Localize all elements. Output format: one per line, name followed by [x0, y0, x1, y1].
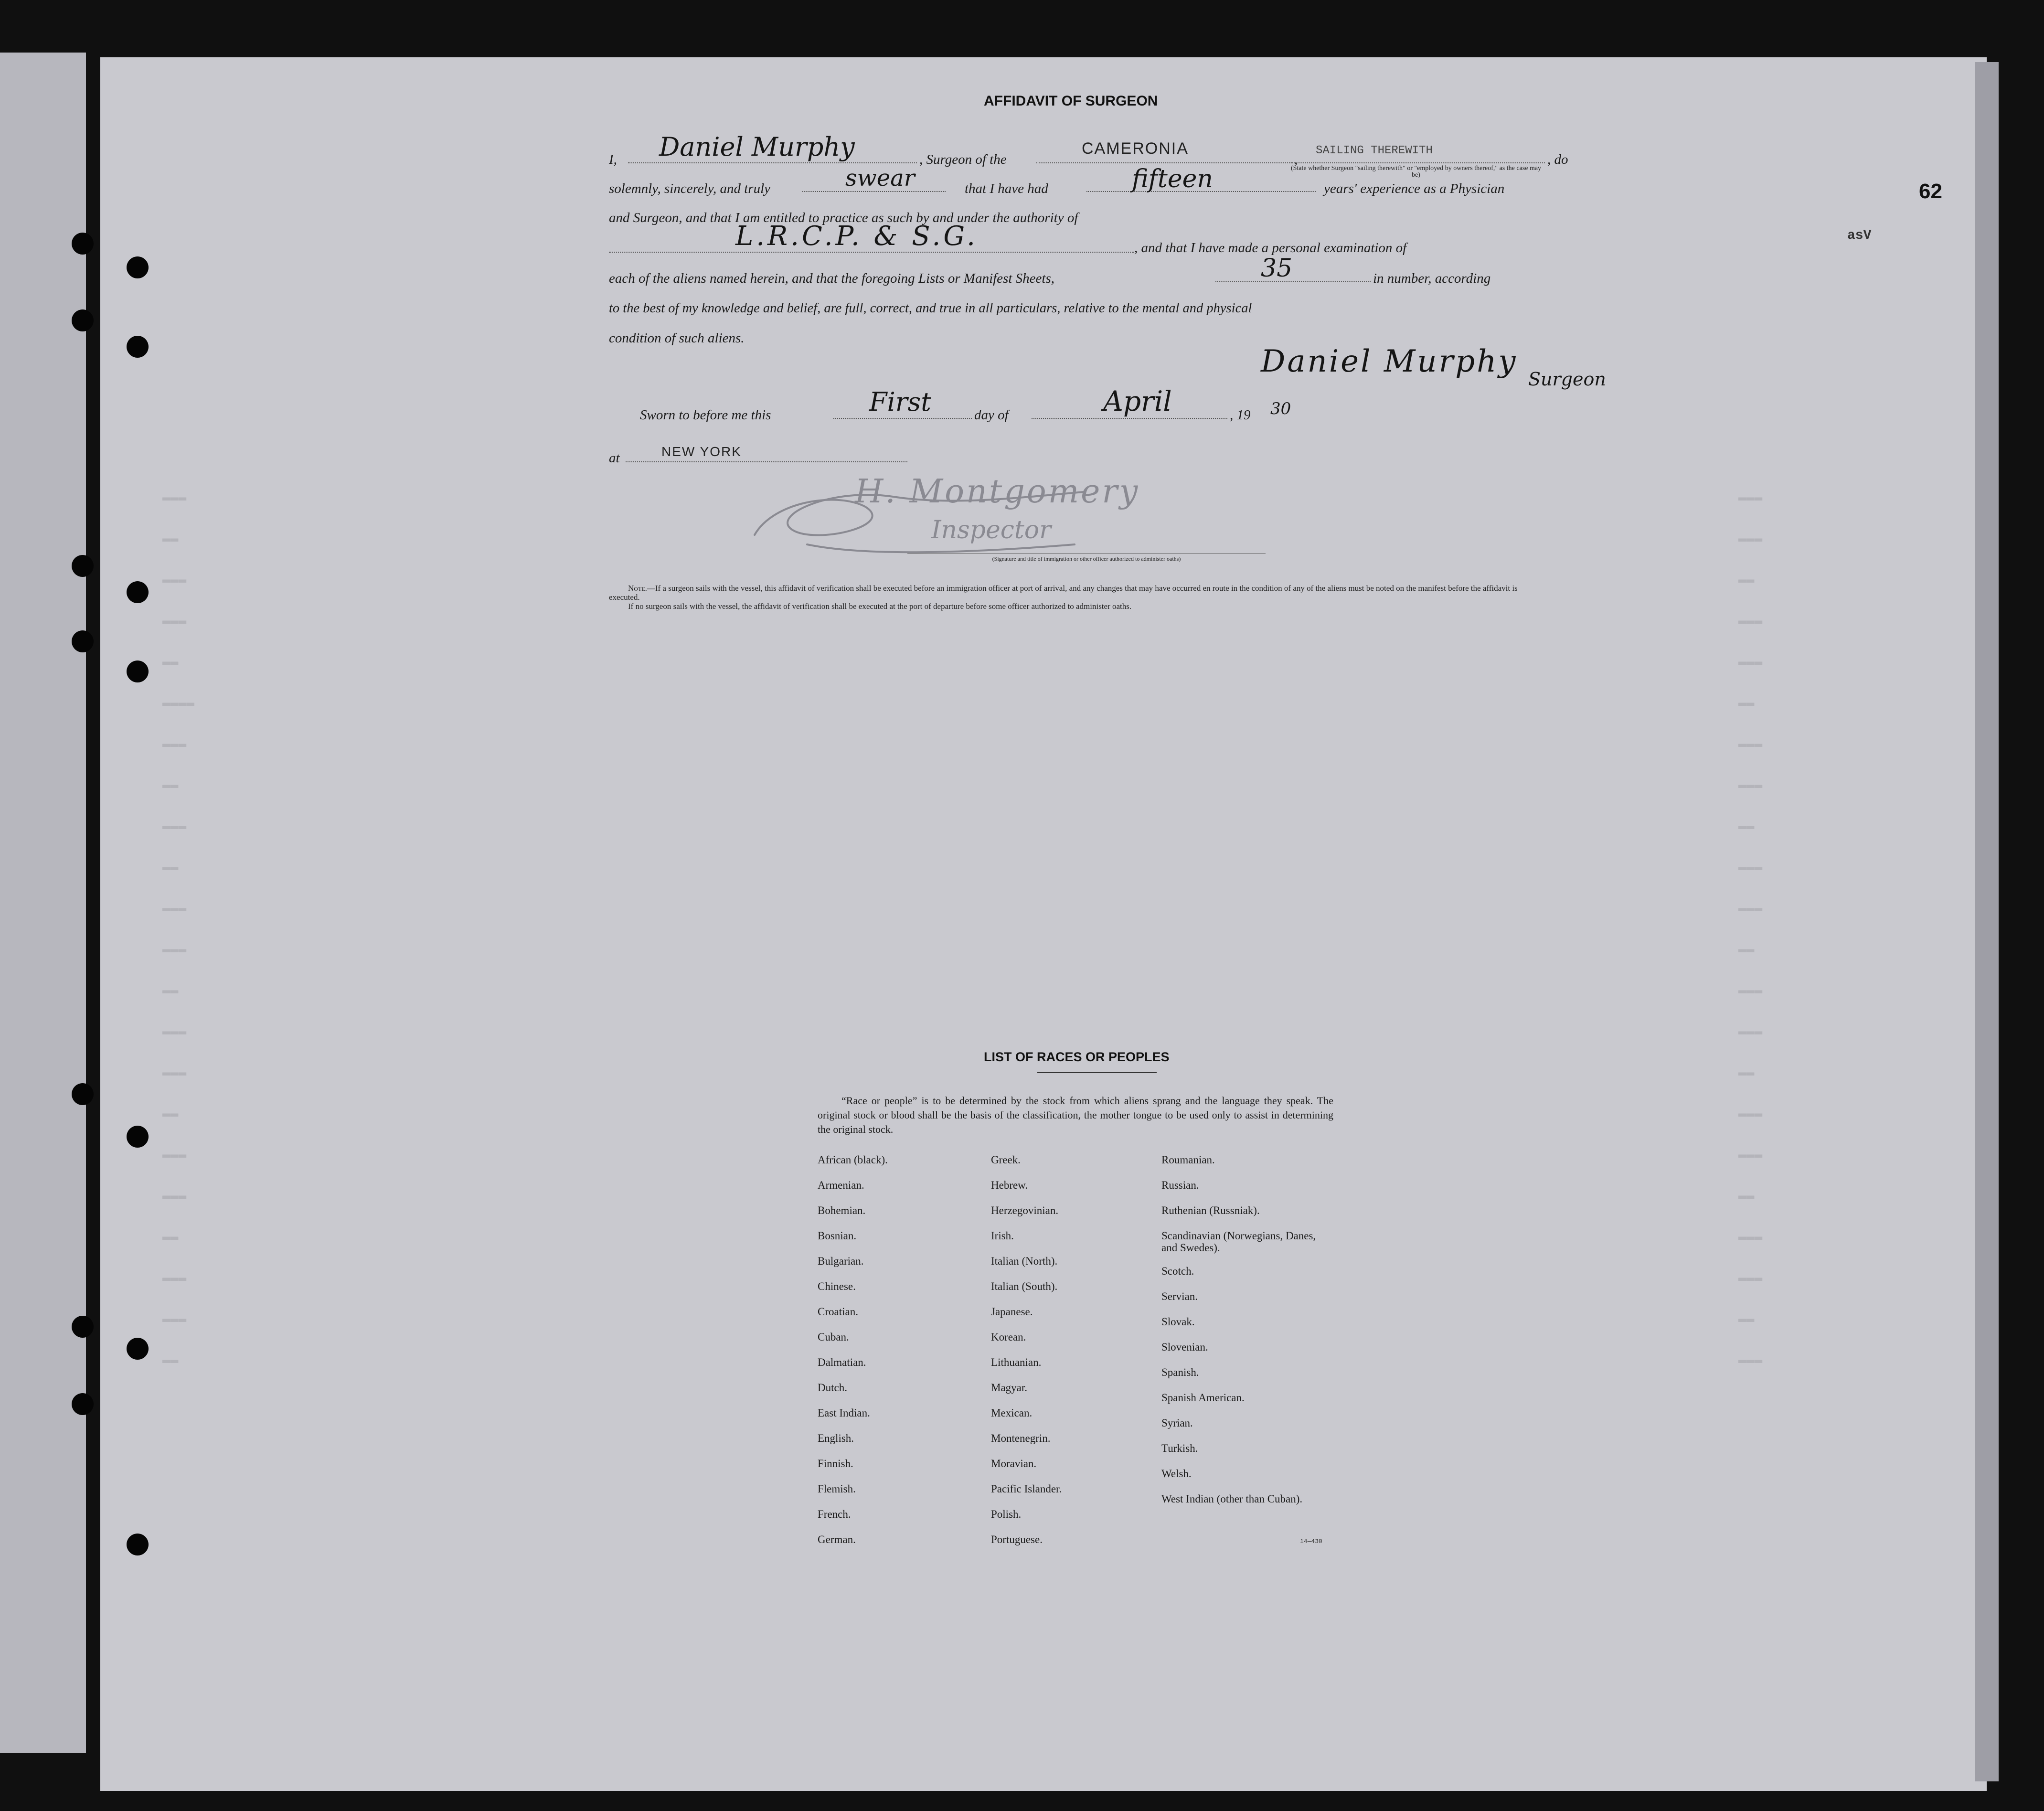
race-item: Ruthenian (Russniak). [1161, 1204, 1260, 1216]
race-item: Moravian. [991, 1458, 1037, 1470]
race-item: Roumanian. [1161, 1154, 1215, 1166]
race-item: Bosnian. [818, 1230, 857, 1242]
form-number: 14—430 [1300, 1538, 1322, 1545]
bleed-through-column: ▬▬▬ ▬▬▬ ▬▬ ▬▬▬ ▬▬▬ ▬▬ ▬▬▬ ▬▬▬ ▬▬ ▬▬▬ ▬▬▬ ▬▬ ▬▬▬ ▬▬▬ ▬▬ ▬▬▬ ▬▬▬ ▬▬ ▬▬▬ ▬▬▬ ▬▬ ▬▬▬ [1738, 490, 1763, 1368]
race-item: Flemish. [818, 1483, 856, 1495]
race-item: Korean. [991, 1331, 1026, 1343]
label-comma: , [1294, 152, 1298, 167]
race-item: West Indian (other than Cuban). [1161, 1493, 1303, 1505]
races-column-3 [1161, 1154, 1331, 1518]
label-do: , do [1547, 152, 1568, 167]
sheets-field [1215, 281, 1371, 282]
binder-hole [72, 630, 94, 652]
officer-title: Inspector [931, 516, 1051, 544]
affidavit-title: AFFIDAVIT OF SURGEON [984, 93, 1158, 109]
binder-hole [127, 1126, 149, 1148]
page-number: 62 [1919, 180, 1942, 203]
race-item: Dalmatian. [818, 1356, 866, 1368]
binder-hole [72, 1393, 94, 1415]
surgeon-signature: Daniel Murphy [1261, 344, 1518, 379]
races-description: “Race or people” is to be determined by the stock from which aliens sprang and the language they speak. The original stock or blood shall be the basis of the classification, the mother tongue to be used only to assist in determining the original stock. [818, 1095, 1333, 1135]
label-solemnly: solemnly, sincerely, and truly [609, 181, 771, 196]
officer-signature: H. Montgomery [855, 473, 1140, 511]
race-item: Scandinavian (Norwegians, Danes, and Swedes). [1161, 1230, 1316, 1254]
binder-hole [72, 1316, 94, 1338]
race-item: Montenegrin. [991, 1432, 1051, 1444]
race-item: Greek. [991, 1154, 1021, 1166]
race-item: Dutch. [818, 1382, 847, 1394]
race-item: Scotch. [1161, 1265, 1194, 1277]
label-i: I, [609, 152, 617, 167]
binder-hole [127, 1534, 149, 1555]
race-item: Polish. [991, 1508, 1022, 1520]
label-years-experience: years' experience as a Physician [1324, 181, 1505, 196]
page-edge-shadow [1975, 62, 1999, 1781]
race-item: Lithuanian. [991, 1356, 1042, 1368]
race-item: Herzegovinian. [991, 1204, 1059, 1216]
binder-hole [127, 1338, 149, 1360]
month-value: April [1103, 385, 1172, 417]
race-item: Portuguese. [991, 1534, 1043, 1545]
label-condition: condition of such aliens. [609, 330, 745, 346]
binder-hole [72, 233, 94, 255]
race-item: Bohemian. [818, 1204, 866, 1216]
race-item: Japanese. [991, 1306, 1033, 1318]
race-item: Welsh. [1161, 1468, 1192, 1480]
races-column-2 [991, 1154, 1153, 1559]
adjacent-page-strip [0, 53, 86, 1753]
race-item: Bulgarian. [818, 1255, 864, 1267]
race-item: East Indian. [818, 1407, 870, 1419]
race-item: Servian. [1161, 1290, 1198, 1302]
label-in-number: in number, according [1373, 271, 1491, 286]
race-item: Mexican. [991, 1407, 1033, 1419]
stamp-mark: asV [1847, 228, 1872, 243]
years-value: fifteen [1132, 165, 1213, 193]
label-best-knowledge: to the best of my knowledge and belief, are full, correct, and true in all particulars, relative to the mental and physical [609, 301, 1252, 316]
note-lead: Note. [628, 584, 647, 593]
race-item: Cuban. [818, 1331, 849, 1343]
race-item: Finnish. [818, 1458, 853, 1470]
label-that-i-have-had: that I have had [965, 181, 1048, 196]
binder-hole [127, 581, 149, 603]
label-sworn: Sworn to before me this [640, 407, 771, 423]
race-item: Italian (North). [991, 1255, 1058, 1267]
place-value: NEW YORK [661, 444, 742, 459]
day-field [833, 418, 972, 419]
race-item: Italian (South). [991, 1280, 1058, 1292]
binder-hole [127, 336, 149, 358]
race-item: Spanish American. [1161, 1392, 1245, 1404]
binder-hole [127, 256, 149, 278]
vessel-field [1036, 162, 1292, 163]
sailing-status-note: (State whether Surgeon "sailing therewith" or "employed by owners thereof," as the case may be) [1290, 165, 1542, 179]
label-each-alien: each of the aliens named herein, and that the foregoing Lists or Manifest Sheets, [609, 271, 1054, 286]
authority-field [609, 252, 1134, 253]
races-title-rule [1037, 1072, 1157, 1073]
race-item: Spanish. [1161, 1366, 1199, 1378]
vessel-value: CAMERONIA [1082, 139, 1189, 158]
sailing-status-value: SAILING THEREWITH [1316, 144, 1433, 157]
races-title: LIST OF RACES OR PEOPLES [984, 1050, 1170, 1064]
race-item: Croatian. [818, 1306, 858, 1318]
sailing-status-field [1289, 162, 1545, 163]
note-text-1: —If a surgeon sails with the vessel, this affidavit of verification shall be executed before an immigration officer at port of arrival, and any changes that may have occurred en route in the condition of any of the aliens must be noted on the manifest before the affidavit is executed. [609, 584, 1518, 602]
race-item: Armenian. [818, 1179, 864, 1191]
officer-caption: (Signature and title of immigration or other officer authorized to administer oaths) [992, 555, 1181, 562]
label-personal-exam: , and that I have made a personal examination of [1134, 240, 1407, 256]
race-item: Chinese. [818, 1280, 856, 1292]
race-item: African (black). [818, 1154, 888, 1166]
surgeon-signature-title: Surgeon [1528, 369, 1606, 390]
label-and-surgeon: and Surgeon, and that I am entitled to practice as such by and under the authority of [609, 210, 1078, 225]
race-item: Slovenian. [1161, 1341, 1208, 1353]
sheets-value: 35 [1261, 254, 1293, 283]
binder-hole [72, 309, 94, 331]
label-day-of: day of [974, 407, 1009, 423]
races-column-1 [818, 1154, 980, 1559]
race-item: Pacific Islander. [991, 1483, 1062, 1495]
race-item: Turkish. [1161, 1442, 1198, 1454]
label-surgeon-of-the: , Surgeon of the [919, 152, 1007, 167]
binder-hole [72, 555, 94, 577]
month-field [1032, 418, 1227, 419]
race-item: German. [818, 1534, 856, 1545]
race-item: English. [818, 1432, 854, 1444]
surgeon-name-value: Daniel Murphy [659, 132, 855, 162]
race-item: Slovak. [1161, 1316, 1195, 1328]
surgeon-name-field [628, 162, 917, 163]
race-item: Magyar. [991, 1382, 1028, 1394]
race-item: French. [818, 1508, 851, 1520]
race-item: Irish. [991, 1230, 1014, 1242]
binder-hole [72, 1083, 94, 1105]
affidavit-note [609, 584, 1535, 611]
race-item: Syrian. [1161, 1417, 1193, 1429]
label-year-prefix: , 19 [1230, 407, 1251, 423]
place-field [626, 461, 907, 462]
note-paragraph-1 [609, 584, 1535, 602]
year-value: 30 [1270, 399, 1291, 418]
note-paragraph-2: If no surgeon sails with the vessel, the affidavit of verification shall be executed at the port of departure before some officer authorized to administer oaths. [628, 602, 1132, 611]
label-at: at [609, 450, 620, 466]
day-value: First [869, 387, 931, 417]
bleed-through-column: ▬▬▬ ▬▬ ▬▬▬ ▬▬▬ ▬▬ ▬▬▬▬ ▬▬▬ ▬▬ ▬▬▬ ▬▬ ▬▬▬ ▬▬▬ ▬▬ ▬▬▬ ▬▬▬ ▬▬ ▬▬▬ ▬▬▬ ▬▬ ▬▬▬ ▬▬▬ ▬▬ [162, 490, 195, 1368]
race-item: Hebrew. [991, 1179, 1028, 1191]
oath-value: swear [845, 165, 915, 192]
race-item: Russian. [1161, 1179, 1199, 1191]
binder-hole [127, 660, 149, 682]
authority-value: L.R.C.P. & S.G. [735, 221, 978, 252]
